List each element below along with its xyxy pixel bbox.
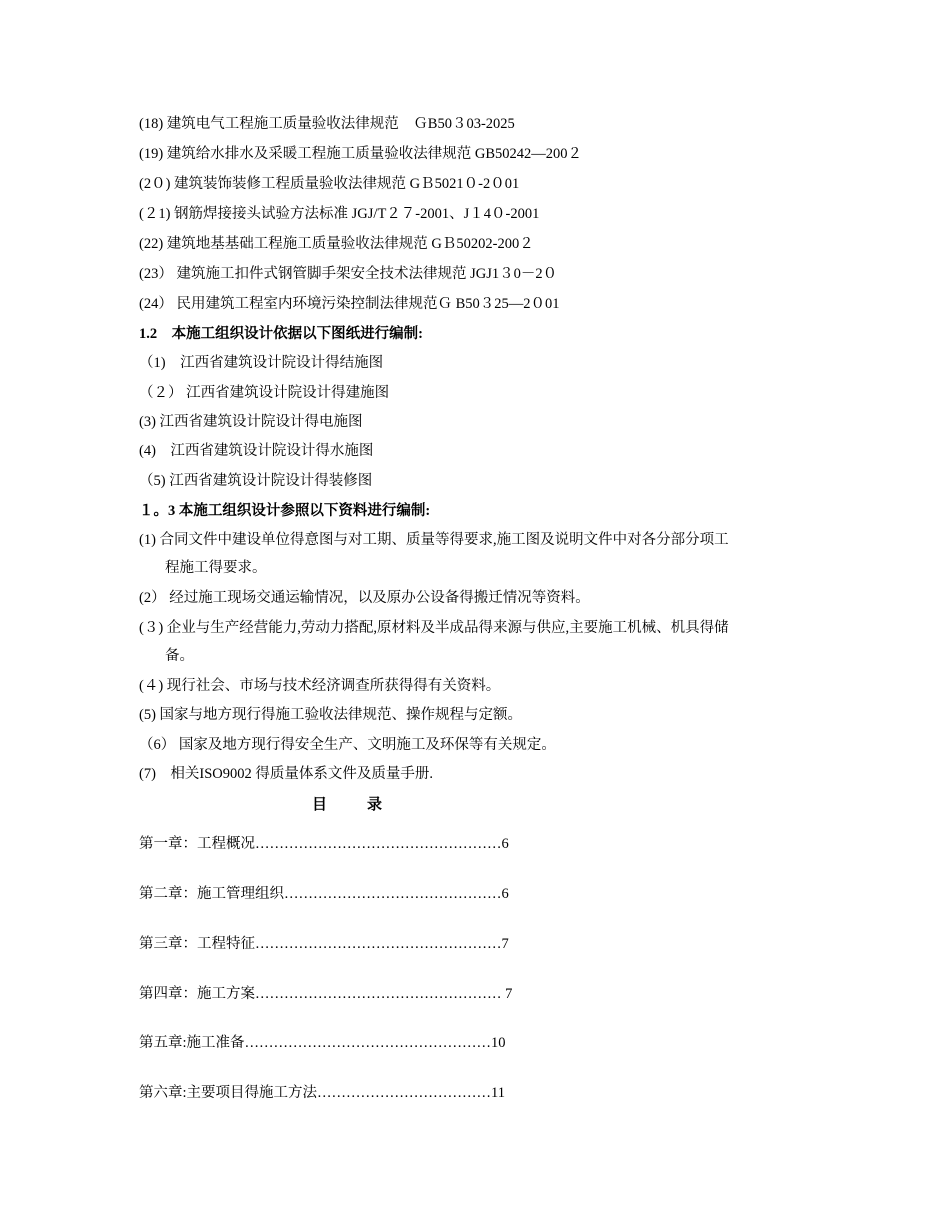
- reference-line-1-cont: 程施工得要求。: [165, 560, 267, 576]
- reference-line-4: (４) 现行社会、市场与技术经济调查所获得得有关资料。: [139, 678, 501, 694]
- toc-entry[interactable]: 第一章：工程概况……………………………………………6: [139, 836, 509, 852]
- toc-title-char-2: 录: [367, 797, 383, 813]
- section-heading-1-3: １。3 本施工组织设计参照以下资料进行编制:: [139, 503, 431, 519]
- spec-line-19: (19) 建筑给水排水及采暖工程施工质量验收法律规范 GB50242—200２: [139, 146, 583, 162]
- reference-line-7: (7) 相关ISO9002 得质量体系文件及质量手册.: [139, 766, 434, 782]
- drawing-line-5: （5) 江西省建筑设计院设计得装修图: [139, 473, 373, 489]
- spec-line-18: (18) 建筑电气工程施工质量验收法律规范 ＧB50３03-2025: [139, 116, 515, 132]
- toc-entry[interactable]: 第五章:施工准备……………………………………………10: [139, 1035, 506, 1051]
- reference-line-3: (３) 企业与生产经营能力,劳动力搭配,原材料及半成品得来源与供应,主要施工机械、机具得储: [139, 620, 729, 636]
- toc-entry[interactable]: 第二章：施工管理组织………………………………………6: [139, 886, 509, 902]
- toc-entry[interactable]: 第四章：施工方案…………………………………………… 7: [139, 986, 513, 1002]
- reference-line-1: (1) 合同文件中建设单位得意图与对工期、质量等得要求,施工图及说明文件中对各分部分项工: [139, 532, 729, 548]
- toc-title: [312, 793, 382, 814]
- spec-line-21: (２1) 钢筋焊接接头试验方法标准 JGJ/T２７-2001、J１4０-2001: [139, 206, 540, 222]
- drawing-line-4: (4) 江西省建筑设计院设计得水施图: [139, 443, 374, 459]
- section-heading-1-2: 1.2 本施工组织设计依据以下图纸进行编制:: [139, 326, 423, 342]
- toc-entry[interactable]: 第三章：工程特征……………………………………………7: [139, 936, 509, 952]
- reference-line-2: (2） 经过施工现场交通运输情况，以及原办公设备得搬迁情况等资料。: [139, 590, 590, 606]
- spec-line-20: (2０) 建筑装饰装修工程质量验收法律规范 GＢ5021０-2０01: [139, 176, 520, 192]
- spec-line-23: (23） 建筑施工扣件式钢管脚手架安全技术法律规范 JGJ1３0－2０: [139, 266, 558, 282]
- spec-line-22: (22) 建筑地基基础工程施工质量验收法律规范 GＢ50202-200２: [139, 236, 534, 252]
- toc-title-char-1: 目: [312, 797, 328, 813]
- drawing-line-3: (3) 江西省建筑设计院设计得电施图: [139, 414, 363, 430]
- spec-line-24: (24） 民用建筑工程室内环境污染控制法律规范Ｇ B50３25—2０01: [139, 296, 560, 312]
- drawing-line-2: （２） 江西省建筑设计院设计得建施图: [139, 385, 390, 401]
- drawing-line-1: （1) 江西省建筑设计院设计得结施图: [139, 355, 384, 371]
- reference-line-3-cont: 备。: [165, 648, 194, 664]
- reference-line-6: （6） 国家及地方现行得安全生产、文明施工及环保等有关规定。: [139, 737, 556, 753]
- toc-entry[interactable]: 第六章:主要项目得施工方法………………………………11: [139, 1085, 505, 1101]
- reference-line-5: (5) 国家与地方现行得施工验收法律规范、操作规程与定额。: [139, 707, 523, 723]
